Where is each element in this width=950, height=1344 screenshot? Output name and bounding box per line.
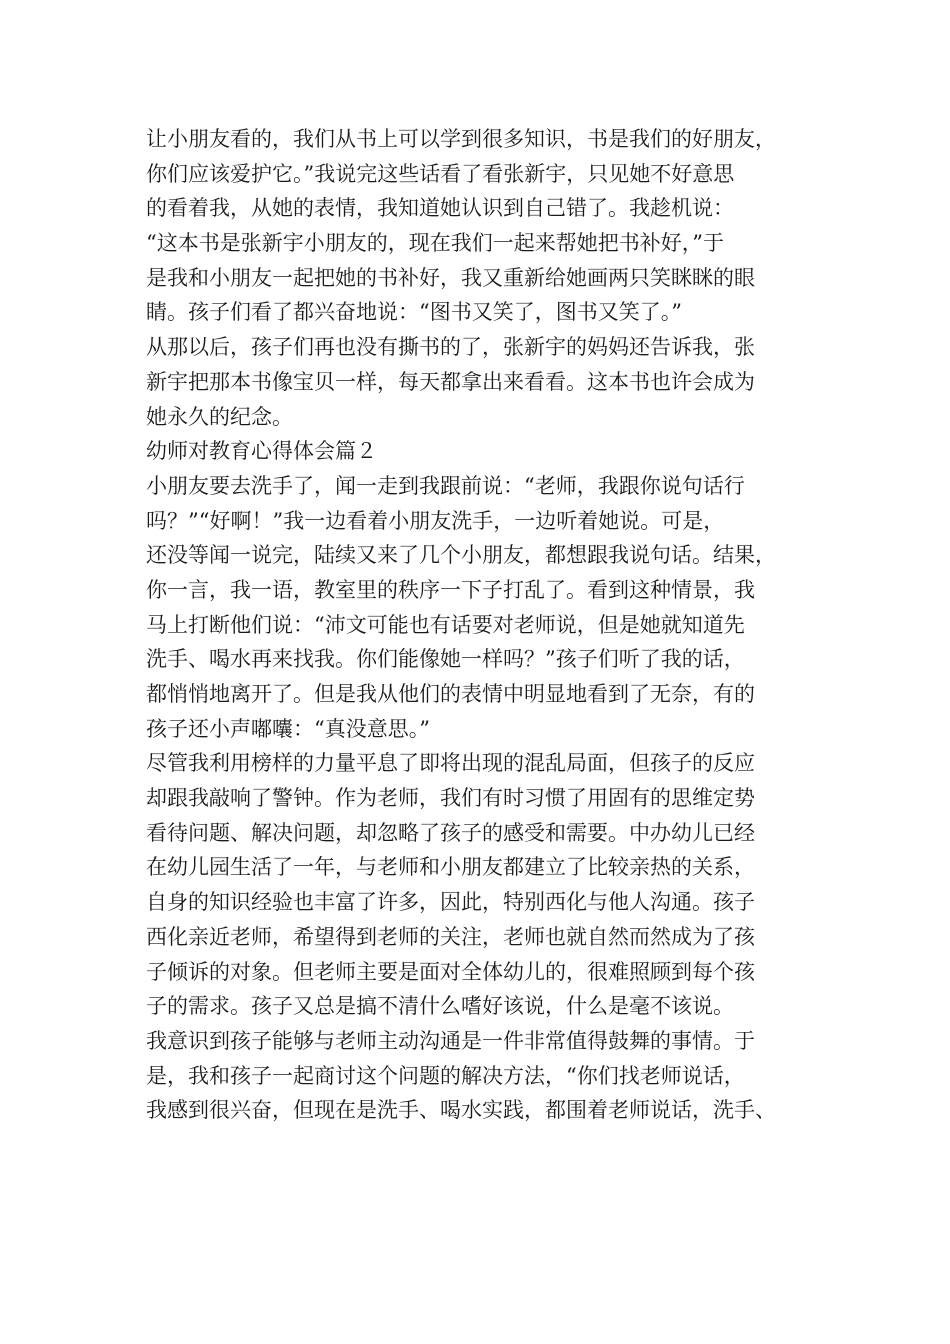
text-line: 看待问题、解决问题，却忽略了孩子的感受和需要。中办幼儿已经 — [146, 820, 755, 845]
text-line: 子的需求。孩子又总是搞不清什么嗜好该说，什么是毫不该说。 — [146, 994, 734, 1019]
text-line: 在幼儿园生活了一年，与老师和小朋友都建立了比较亲热的关系， — [146, 855, 755, 880]
text-line: 孩子还小声嘟囔：“真没意思。” — [146, 716, 430, 741]
section-heading: 幼师对教育心得体会篇２ — [146, 439, 377, 464]
text-line: 让小朋友看的，我们从书上可以学到很多知识，书是我们的好朋友， — [146, 127, 776, 151]
text-line: 还没等闻一说完，陆续又来了几个小朋友，都想跟我说句话。结果， — [146, 543, 776, 568]
text-line: 却跟我敲响了警钟。作为老师，我们有时习惯了用固有的思维定势 — [146, 786, 755, 811]
text-line: 马上打断他们说：“沛文可能也有话要对老师说，但是她就知道先 — [146, 612, 745, 637]
text-line: 的看着我，从她的表情，我知道她认识到自己错了。我趁机说： — [146, 196, 734, 221]
text-line: 是，我和孩子一起商讨这个问题的解决方法，“你们找老师说话， — [146, 1063, 745, 1088]
text-line: 西化亲近老师，希望得到老师的关注，老师也就自然而然成为了孩 — [146, 924, 755, 949]
text-line: 子倾诉的对象。但老师主要是面对全体幼儿的，很难照顾到每个孩 — [146, 959, 755, 984]
text-line: 是我和小朋友一起把她的书补好，我又重新给她画两只笑眯眯的眼 — [146, 265, 755, 290]
text-line: 她永久的纪念。 — [146, 404, 293, 429]
text-line: 小朋友要去洗手了，闻一走到我跟前说：“老师，我跟你说句话行 — [146, 473, 745, 498]
text-line: 我意识到孩子能够与老师主动沟通是一件非常值得鼓舞的事情。于 — [146, 1028, 755, 1053]
text-line: 你一言，我一语，教室里的秩序一下子打乱了。看到这种情景，我 — [146, 577, 755, 602]
text-line: 尽管我利用榜样的力量平息了即将出现的混乱局面，但孩子的反应 — [146, 751, 755, 776]
text-line: 吗？”“好啊！”我一边看着小朋友洗手，一边听着她说。可是， — [146, 508, 725, 533]
text-line: 都悄悄地离开了。但是我从他们的表情中明显地看到了无奈，有的 — [146, 682, 755, 706]
text-line: 你们应该爱护它。”我说完这些话看了看张新宇，只见她不好意思 — [146, 161, 735, 186]
text-line: 新宇把那本书像宝贝一样，每天都拿出来看看。这本书也许会成为 — [146, 369, 755, 394]
text-line: 我感到很兴奋，但现在是洗手、喝水实践，都围着老师说话，洗手、 — [146, 1098, 776, 1123]
text-line: 睛。孩子们看了都兴奋地说：“图书又笑了，图书又笑了。” — [146, 300, 682, 325]
text-line: “这本书是张新宇小朋友的，现在我们一起来帮她把书补好，”于 — [146, 231, 724, 256]
text-line: 洗手、喝水再来找我。你们能像她一样吗？”孩子们听了我的话， — [146, 647, 745, 672]
text-line: 从那以后，孩子们再也没有撕书的了，张新宇的妈妈还告诉我，张 — [146, 335, 755, 360]
document-body — [146, 122, 836, 1128]
text-line: 自身的知识经验也丰富了许多，因此，特别西化与他人沟通。孩子 — [146, 890, 755, 915]
